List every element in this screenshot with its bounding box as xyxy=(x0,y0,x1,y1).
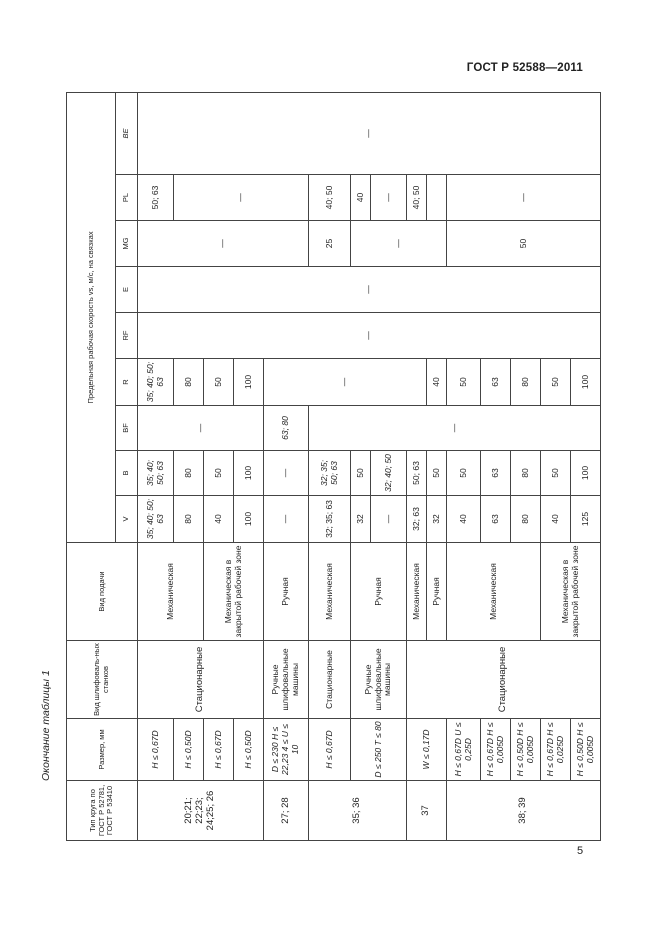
machine-cell: Стационарные xyxy=(407,641,601,719)
value-cell: 80 xyxy=(511,496,541,543)
size-cell: H ≤ 0,67D H ≤ 0,025D xyxy=(541,719,571,781)
bond-b: B xyxy=(116,451,138,496)
value-cell: 32; 40; 50 xyxy=(371,451,407,496)
value-cell: 100 xyxy=(571,451,601,496)
value-cell: 63; 80 xyxy=(264,406,309,451)
size-cell: H ≤ 0,67D xyxy=(204,719,234,781)
size-cell: H ≤ 0,67D xyxy=(309,719,351,781)
value-cell: 100 xyxy=(234,451,264,496)
speed-table xyxy=(66,92,601,841)
value-cell: 80 xyxy=(174,359,204,406)
size-cell: H ≤ 0,50D xyxy=(174,719,204,781)
value-cell: 100 xyxy=(234,496,264,543)
dash-cell: — xyxy=(447,175,601,221)
machine-cell: Стационарные xyxy=(138,641,264,719)
value-cell: 35; 40; 50; 63 xyxy=(138,496,174,543)
size-cell: H ≤ 0,67D U ≤ 0,25D xyxy=(447,719,481,781)
value-cell: 40 xyxy=(204,496,234,543)
feed-cell: Ручная xyxy=(264,543,309,641)
bond-v: V xyxy=(116,496,138,543)
value-cell: — xyxy=(371,496,407,543)
size-cell: D ≤ 250 T ≤ 80 xyxy=(351,719,407,781)
feed-cell: Механическая xyxy=(447,543,541,641)
feed-cell: Механическая xyxy=(138,543,204,641)
value-cell: 40 xyxy=(351,175,371,221)
value-cell: — xyxy=(264,451,309,496)
value-cell: 40 xyxy=(427,359,447,406)
value-cell: — xyxy=(264,496,309,543)
type-cell: 35; 36 xyxy=(309,781,407,841)
value-cell: 40 xyxy=(447,496,481,543)
value-cell: 40 xyxy=(541,496,571,543)
feed-cell: Механическая xyxy=(309,543,351,641)
dash-cell: — xyxy=(138,313,601,359)
value-cell: 32 xyxy=(351,496,371,543)
feed-cell: Механическая xyxy=(407,543,427,641)
value-cell: 80 xyxy=(511,359,541,406)
bond-r: R xyxy=(116,359,138,406)
value-cell: 80 xyxy=(174,451,204,496)
value-cell: 50; 63 xyxy=(138,175,174,221)
value-cell: 125 xyxy=(571,496,601,543)
value-cell: 50 xyxy=(541,451,571,496)
value-cell: 100 xyxy=(571,359,601,406)
value-cell: 50 xyxy=(447,221,601,267)
dash-cell: — xyxy=(138,267,601,313)
value-cell: 32 xyxy=(427,496,447,543)
value-cell: 32; 35; 63 xyxy=(309,496,351,543)
dash-cell: — xyxy=(138,221,309,267)
dash-cell: — xyxy=(174,175,309,221)
value-cell: 50 xyxy=(447,359,481,406)
size-cell: H ≤ 0,50D xyxy=(234,719,264,781)
value-cell: 50 xyxy=(427,451,447,496)
value-cell: 32; 63 xyxy=(407,496,427,543)
head-size: Размер, мм xyxy=(67,719,138,781)
size-cell: H ≤ 0,67D H ≤ 0,005D xyxy=(481,719,511,781)
feed-cell: Механическая в закрытой рабочей зоне xyxy=(541,543,601,641)
machine-cell: Ручные шлифовальные машины xyxy=(351,641,407,719)
dash-cell: — xyxy=(351,221,447,267)
value-cell: 50; 63 xyxy=(407,451,427,496)
feed-cell: Ручная xyxy=(427,543,447,641)
size-cell: D ≤ 230 H ≤ 22,23 4 ≤ U ≤ 10 xyxy=(264,719,309,781)
standard-header: ГОСТ Р 52588—2011 xyxy=(466,62,583,74)
value-cell: 40; 50 xyxy=(407,175,427,221)
head-machine: Вид шлифоваль-ных станков xyxy=(67,641,138,719)
value-cell: 63 xyxy=(481,359,511,406)
value-cell: 50 xyxy=(541,359,571,406)
dash-cell: — xyxy=(264,359,427,406)
size-cell: W ≤ 0,17D xyxy=(407,719,447,781)
dash-cell: — xyxy=(309,406,601,451)
head-speed: Предельная рабочая скорость vs, м/с, на связках xyxy=(67,92,116,542)
dash-cell: — xyxy=(138,92,601,174)
value-cell: 50 xyxy=(351,451,371,496)
head-feed: Вид подачи xyxy=(67,543,138,641)
table-caption: Окончание таблицы 1 xyxy=(40,670,52,781)
value-cell: 50 xyxy=(204,359,234,406)
bond-e: E xyxy=(116,267,138,313)
type-cell: 20;21; 22;23; 24;25; 26 xyxy=(138,781,264,841)
bond-mg: MG xyxy=(116,221,138,267)
value-cell: 80 xyxy=(511,451,541,496)
bond-pl: PL xyxy=(116,175,138,221)
value-cell: 32; 35; 50; 63 xyxy=(309,451,351,496)
dash-cell: — xyxy=(138,406,264,451)
value-cell: 40; 50 xyxy=(309,175,351,221)
type-cell: 37 xyxy=(407,781,447,841)
feed-cell: Ручная xyxy=(351,543,407,641)
machine-cell: Стационарные xyxy=(309,641,351,719)
value-cell: 63 xyxy=(481,451,511,496)
feed-cell: Механическая в закрытой рабочей зоне xyxy=(204,543,264,641)
value-cell: 100 xyxy=(234,359,264,406)
bond-be: BE xyxy=(116,92,138,174)
value-cell: 50 xyxy=(204,451,234,496)
machine-cell: Ручные шлифовальные машины xyxy=(264,641,309,719)
value-cell: 80 xyxy=(174,496,204,543)
size-cell: H ≤ 0,50D H ≤ 0,005D xyxy=(571,719,601,781)
rotated-table-container xyxy=(66,93,595,841)
size-cell: H ≤ 0,67D xyxy=(138,719,174,781)
bond-bf: BF xyxy=(116,406,138,451)
head-type: Тип круга по ГОСТ Р 52781, ГОСТ Р 53410 xyxy=(67,781,138,841)
value-cell: 35; 40; 50; 63 xyxy=(138,359,174,406)
type-cell: 27; 28 xyxy=(264,781,309,841)
dash-cell: — xyxy=(371,175,407,221)
value-cell: 63 xyxy=(481,496,511,543)
type-cell: 38; 39 xyxy=(447,781,601,841)
value-cell: 50 xyxy=(447,451,481,496)
bond-rf: RF xyxy=(116,313,138,359)
size-cell: H ≤ 0,50D H ≤ 0,005D xyxy=(511,719,541,781)
page-number: 5 xyxy=(577,845,584,857)
value-cell: 25 xyxy=(309,221,351,267)
value-cell: 35; 40; 50; 63 xyxy=(138,451,174,496)
